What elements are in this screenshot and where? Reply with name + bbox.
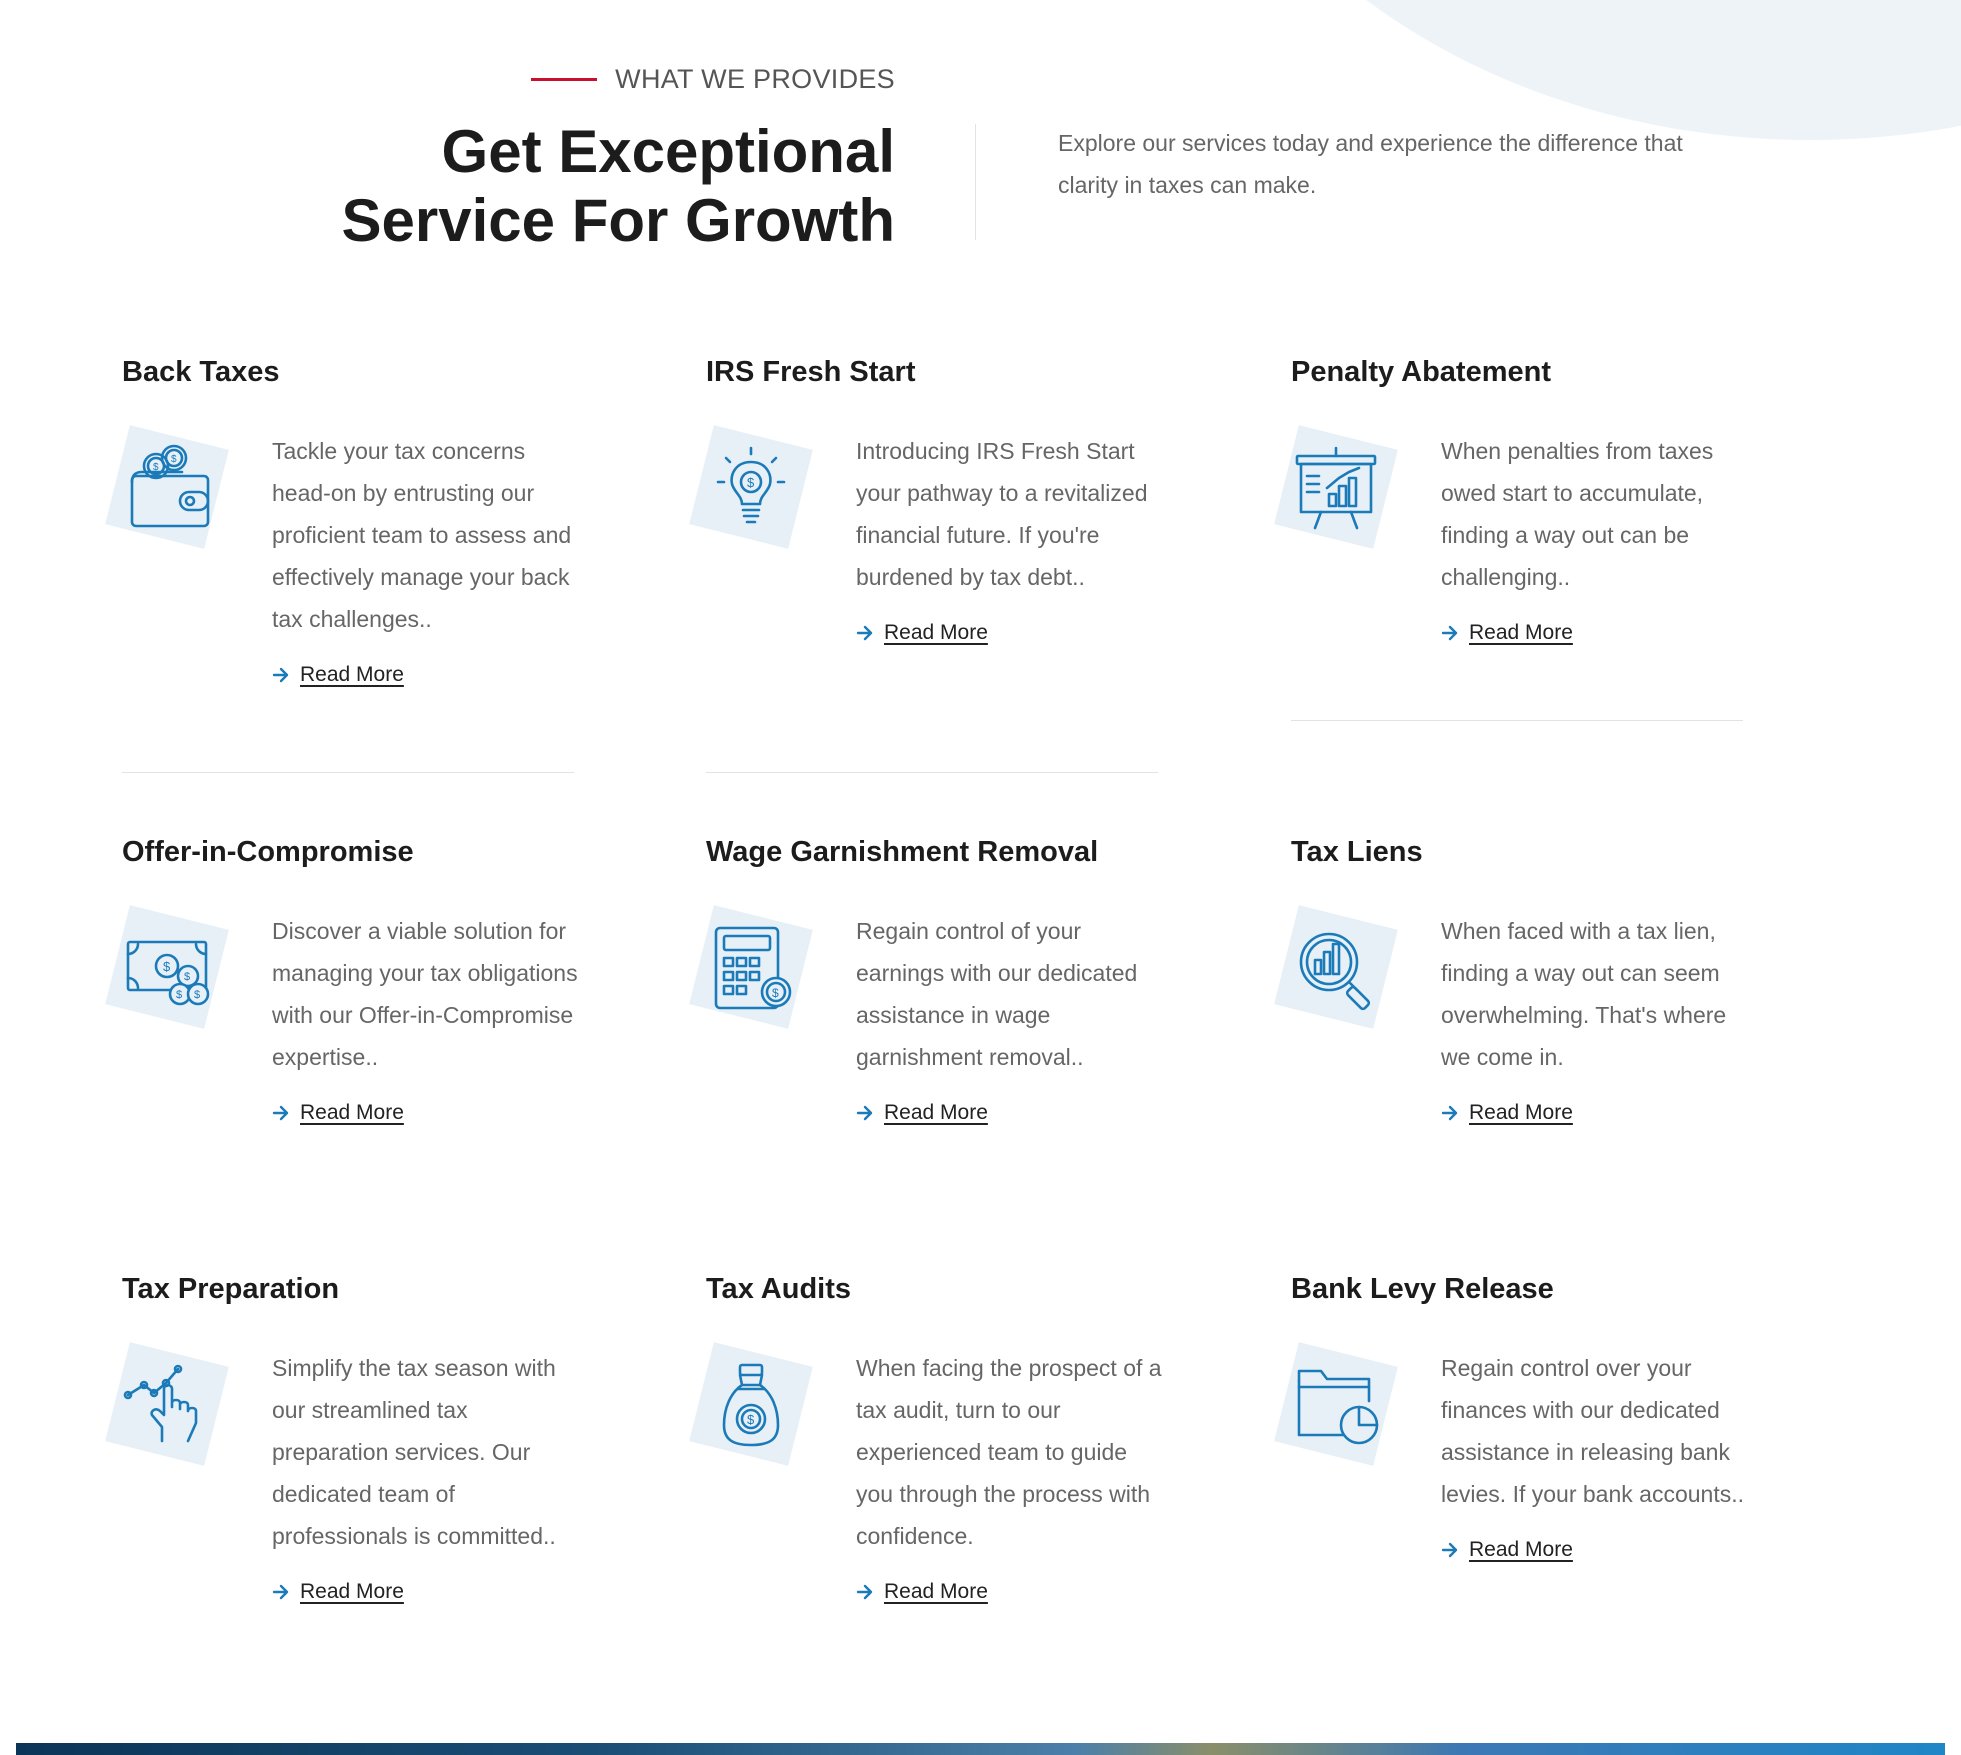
service-card-tax-liens [1291,834,1743,1154]
service-body [856,910,1166,1134]
banknote-coins-icon [104,904,230,1030]
section-title-line-1: Get Exceptional [441,118,895,185]
lightbulb-dollar-icon [688,424,814,550]
read-more-link[interactable] [1441,1529,1751,1571]
read-more-label: Read More [1469,1538,1573,1561]
service-card-tax-preparation [122,1271,574,1631]
arrow-right-icon [856,1583,874,1601]
arrow-right-icon [856,1104,874,1122]
service-body [272,910,582,1134]
money-bag-icon [688,1341,814,1467]
svg-text:$: $ [747,475,755,490]
arrow-right-icon [272,1104,290,1122]
svg-text:$: $ [153,462,159,473]
read-more-link[interactable] [856,1092,1166,1134]
read-more-link[interactable] [272,1571,582,1613]
section-title-line-2: Service For Growth [341,187,895,254]
header-divider [975,124,976,240]
service-description: When penalties from taxes owed start to accumulate, finding a way out can be challenging.. [1441,438,1714,590]
service-body [1441,1347,1751,1571]
service-body [1441,430,1751,654]
arrow-right-icon [1441,1104,1459,1122]
service-title: Tax Audits [706,1273,852,1305]
hand-growth-chart-icon [104,1341,230,1467]
read-more-label: Read More [300,1580,404,1603]
wallet-coins-icon [104,424,230,550]
service-title: Bank Levy Release [1291,1273,1554,1305]
arrow-right-icon [272,1583,290,1601]
service-body [856,430,1166,654]
arrow-right-icon [272,666,290,684]
service-title: Back Taxes [122,356,280,388]
svg-text:$: $ [772,986,779,1000]
service-title: Tax Liens [1291,836,1423,868]
presentation-board-icon [1273,424,1399,550]
card-divider [122,772,574,773]
read-more-label: Read More [300,1101,404,1124]
service-description: Discover a viable solution for managing your tax obligations with our Offer-in-Compromise expertise.. [272,918,578,1070]
service-card-wage-garnishment-removal [706,834,1158,1154]
service-card-irs-fresh-start [706,354,1158,774]
service-card-back-taxes [122,354,574,774]
service-description: When faced with a tax lien, finding a way out can seem overwhelming. That's where we come in. [1441,918,1727,1070]
service-description: Tackle your tax concerns head-on by entrusting our proficient team to assess and effectively manage your back tax challenges.. [272,438,572,632]
service-title: IRS Fresh Start [706,356,916,388]
service-body [272,430,582,696]
service-body [272,1347,582,1613]
calculator-coin-icon [688,904,814,1030]
arrow-right-icon [856,624,874,642]
svg-text:$: $ [194,989,201,1001]
magnifier-chart-icon [1273,904,1399,1030]
folder-pie-chart-icon [1273,1341,1399,1467]
service-card-penalty-abatement [1291,354,1743,774]
service-description: Simplify the tax season with our streamlined tax preparation services. Our dedicated team of professionals is committed.. [272,1355,556,1549]
arrow-right-icon [1441,1541,1459,1559]
service-title: Wage Garnishment Removal [706,836,1099,868]
read-more-label: Read More [884,1101,988,1124]
svg-text:$: $ [171,454,177,465]
section-intro: Explore our services today and experience the difference that clarity in taxes can make. [1058,130,1683,198]
read-more-label: Read More [1469,621,1573,644]
service-body [856,1347,1166,1613]
svg-text:$: $ [184,971,191,983]
card-divider [706,772,1158,773]
service-title: Penalty Abatement [1291,356,1551,388]
read-more-link[interactable] [272,654,582,696]
service-description: Regain control of your earnings with our dedicated assistance in wage garnishment removal.. [856,918,1138,1070]
read-more-label: Read More [300,663,404,686]
read-more-label: Read More [884,621,988,644]
eyebrow-label: WHAT WE PROVIDES [615,64,895,94]
service-title: Offer-in-Compromise [122,836,414,868]
read-more-label: Read More [1469,1101,1573,1124]
read-more-link[interactable] [856,612,1166,654]
eyebrow-accent-line [531,78,597,81]
service-description: Introducing IRS Fresh Start your pathway to a revitalized financial future. If you're burdened by tax debt.. [856,438,1148,590]
section-title [195,117,895,255]
footer-banner-edge [16,1743,1945,1755]
read-more-label: Read More [884,1580,988,1603]
service-card-bank-levy-release [1291,1271,1743,1631]
read-more-link[interactable] [272,1092,582,1134]
read-more-link[interactable] [856,1571,1166,1613]
svg-text:$: $ [163,959,171,974]
service-body [1441,910,1751,1134]
read-more-link[interactable] [1441,612,1751,654]
arrow-right-icon [1441,624,1459,642]
service-title: Tax Preparation [122,1273,340,1305]
service-card-tax-audits [706,1271,1162,1631]
section-eyebrow [531,64,895,95]
card-divider [1291,720,1743,721]
service-description: When facing the prospect of a tax audit, turn to our experienced team to guide you through the process with confidence. [856,1355,1162,1549]
service-card-offer-in-compromise [122,834,578,1154]
read-more-link[interactable] [1441,1092,1751,1134]
svg-text:$: $ [176,989,183,1001]
svg-text:$: $ [747,1412,755,1427]
service-description: Regain control over your finances with our dedicated assistance in releasing bank levies. If your bank accounts.. [1441,1355,1744,1507]
